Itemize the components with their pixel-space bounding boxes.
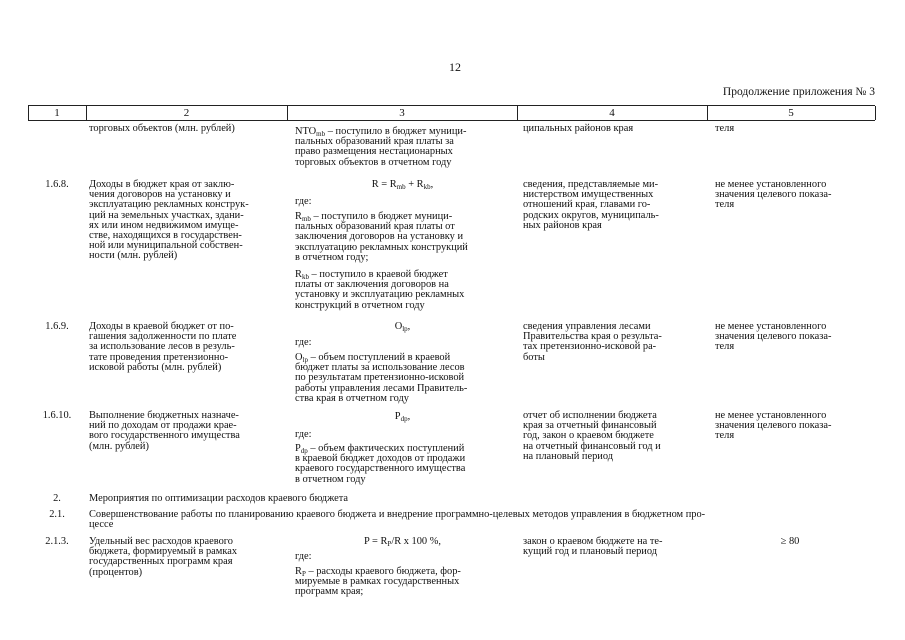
definition-text: – расходы краевого бюджета, фор- [305,566,461,577]
text-line: отчет об исполнении бюджета [523,410,657,421]
formula-part: O [394,321,403,332]
row-number: 2.1. [49,509,65,520]
header-top-border [28,105,875,106]
cell-target: теля [715,123,735,134]
text-line: на отчетный финансовый год и [523,440,661,452]
formula-part: P = R [364,536,388,547]
definition-line: пальных образований края платы за [295,136,454,148]
definition [295,353,510,404]
symbol-subscript: lp [302,356,308,364]
text-line: закон о краевом бюджете на те- [523,536,663,547]
text-line: бюджета, формируемый в рамках [89,546,238,558]
text-line: ний по доходам от продажи крае- [89,420,237,432]
text-line: родских округов, муниципаль- [523,209,659,221]
cell-source [523,322,703,363]
text-line: государственных программ края [89,556,233,568]
row-number: 1.6.8. [45,179,69,190]
text-line: чения договоров на установку и [89,189,231,201]
definition-line: заключения договоров на установку и [295,231,464,243]
header-divider [875,106,876,120]
text-line: значения целевого показа- [715,420,832,432]
symbol: P [295,443,301,454]
cell-definition [295,127,510,168]
definition-line: в отчетном году [295,473,366,485]
text-line: кущий год и плановый период [523,546,658,558]
cell-description [89,537,279,578]
definition-line: ства края в отчетном году [295,392,409,404]
definition-line: пальных образований края платы от [295,221,455,233]
formula-subscript: dp [400,415,408,423]
text-line: за использование лесов в резуль- [89,341,235,353]
text-line: значения целевого показа- [715,189,832,201]
text-line: тате проведения претензионно- [89,351,229,363]
formula-subscript: kb [423,183,431,191]
text-line: ях или ином недвижимом имуще- [89,219,239,231]
section-title [89,510,875,530]
formula-part: , [407,321,411,332]
header-bottom-border [28,120,875,121]
text-line: ной или муниципальной собствен- [89,240,243,252]
symbol: O [295,352,303,363]
formula-part: /R x 100 %, [391,536,441,547]
text-line: Доходы в бюджет края от заклю- [89,179,235,190]
cell-target [715,411,865,442]
text-line: (процентов) [89,566,143,578]
text-line: теля [715,199,735,211]
text-line: нистерством имущественных [523,189,654,201]
definition [295,270,510,311]
definition-line: эксплуатацию рекламных конструкций [295,241,468,253]
formula [295,322,510,332]
text-line: гашения задолженности по плате [89,331,237,343]
text-line: год, закон о краевом бюджете [523,430,654,442]
formula-part: + R [405,179,424,190]
cell-description [89,411,279,452]
symbol: R [295,211,302,222]
page-number: 12 [449,60,461,74]
text-line: края за отчетный финансовый [523,420,657,432]
header-cell-4: 4 [609,107,615,119]
definition-line: краевого государственного имущества [295,463,466,475]
formula [295,537,510,547]
text-line: ций на земельных участках, здани- [89,209,244,221]
text-line: отношений края, главами го- [523,199,651,211]
definition-line: мируемые в рамках государственных [295,576,460,588]
definition [295,567,510,598]
where-label: где: [295,551,312,562]
text-line: не менее установленного [715,179,827,190]
text-line: исковой работы (млн. рублей) [89,361,222,373]
formula-part: , [430,179,434,190]
definition-line: бюджет платы за использование лесов [295,362,465,374]
text-line: на плановый период [523,450,614,462]
formula [295,412,510,422]
row-number: 1.6.9. [45,321,69,332]
cell-description [89,180,279,262]
section-title: Мероприятия по оптимизации расходов краевого бюджета [89,493,349,504]
definition-line: программ края; [295,586,364,598]
text-line: Доходы в краевой бюджет от по- [89,321,234,332]
text-line: ности (млн. рублей) [89,250,178,262]
where-label: где: [295,429,312,440]
definition-line: торговых объектов в отчетном году [295,156,452,168]
text-line: сведения управления лесами [523,321,651,332]
formula-subscript: lp [402,325,408,333]
header-cell-3: 3 [399,107,405,119]
definition-text: – поступило в краевой бюджет [308,269,448,280]
symbol-subscript: kb [301,273,309,281]
cell-source [523,180,703,231]
text-line: сведения, представляемые ми- [523,179,659,190]
text-line: тах претензионно-исковой ра- [523,341,657,353]
cell-target: ≥ 80 [780,536,800,547]
cell-source: ципальных районов края [523,123,634,134]
cell-source [523,411,703,462]
header-cell-1: 1 [54,107,60,119]
row-number: 2.1.3. [45,536,69,547]
definition-line: в отчетном году; [295,251,369,263]
formula-part: , [407,411,411,422]
definition-line: по результатам претензионно-исковой [295,372,465,384]
definition-text: – объем поступлений в краевой [307,352,451,363]
text-line: вого государственного имущества [89,430,240,442]
text-line: Удельный вес расходов краевого [89,536,234,547]
definition-line: в краевой бюджет доходов от продажи [295,453,466,465]
text-line: Правительства края о результа- [523,331,662,343]
text-line: Совершенствование работы по планированию краевого бюджета и внедрение программно-целевых методов управления в бюджетном про- [89,509,706,520]
formula-part: P [394,411,401,422]
formula-subscript: P [387,540,392,548]
header-cell-5: 5 [788,107,794,119]
cell-source [523,537,703,557]
text-line: не менее установленного [715,321,827,332]
formula-subscript: mb [396,183,406,191]
definition [295,212,510,263]
cell-target [715,322,865,353]
definition [295,444,510,485]
formula [295,180,510,190]
symbol-subscript: mb [301,215,311,223]
symbol: NTO [295,126,317,137]
where-label: где: [295,196,312,207]
definition-line: право размещения нестационарных [295,146,453,158]
cell-description: торговых объектов (млн. рублей) [89,123,235,134]
symbol: R [295,269,302,280]
text-line: стве, находящихся в государствен- [89,230,242,242]
header-cell-2: 2 [183,107,190,119]
text-line: ных районов края [523,219,602,231]
symbol-subscript: dp [300,447,308,455]
text-line: теля [715,430,735,442]
definition-text: – объем фактических поступлений [307,443,465,454]
text-line: значения целевого показа- [715,331,832,343]
text-line: не менее установленного [715,410,827,421]
row-number: 2. [53,493,61,504]
cell-description [89,322,279,373]
text-line: цессе [89,519,114,531]
formula-part: R = R [371,179,397,190]
text-line: теля [715,341,735,353]
cell-target [715,180,865,211]
text-line: (млн. рублей) [89,440,149,452]
definition-line: платы от заключения договоров на [295,279,449,291]
text-line: Выполнение бюджетных назначе- [89,410,239,421]
definition-text: – поступило в бюджет муници- [325,126,467,137]
continuation-label: Продолжение приложения № 3 [722,86,875,98]
definition-line: установку и эксплуатацию рекламных [295,289,465,301]
definition-line: конструкций в отчетном году [295,299,425,311]
symbol-subscript: mb [316,130,326,138]
symbol: R [295,566,302,577]
row-number: 1.6.10. [42,410,72,421]
text-line: эксплуатацию рекламных конструк- [89,199,249,211]
where-label: где: [295,337,312,348]
text-line: боты [523,351,545,363]
symbol-subscript: P [301,570,306,578]
definition-text: – поступило в бюджет муници- [310,211,453,222]
definition-line: работы управления лесами Правитель- [295,382,468,394]
